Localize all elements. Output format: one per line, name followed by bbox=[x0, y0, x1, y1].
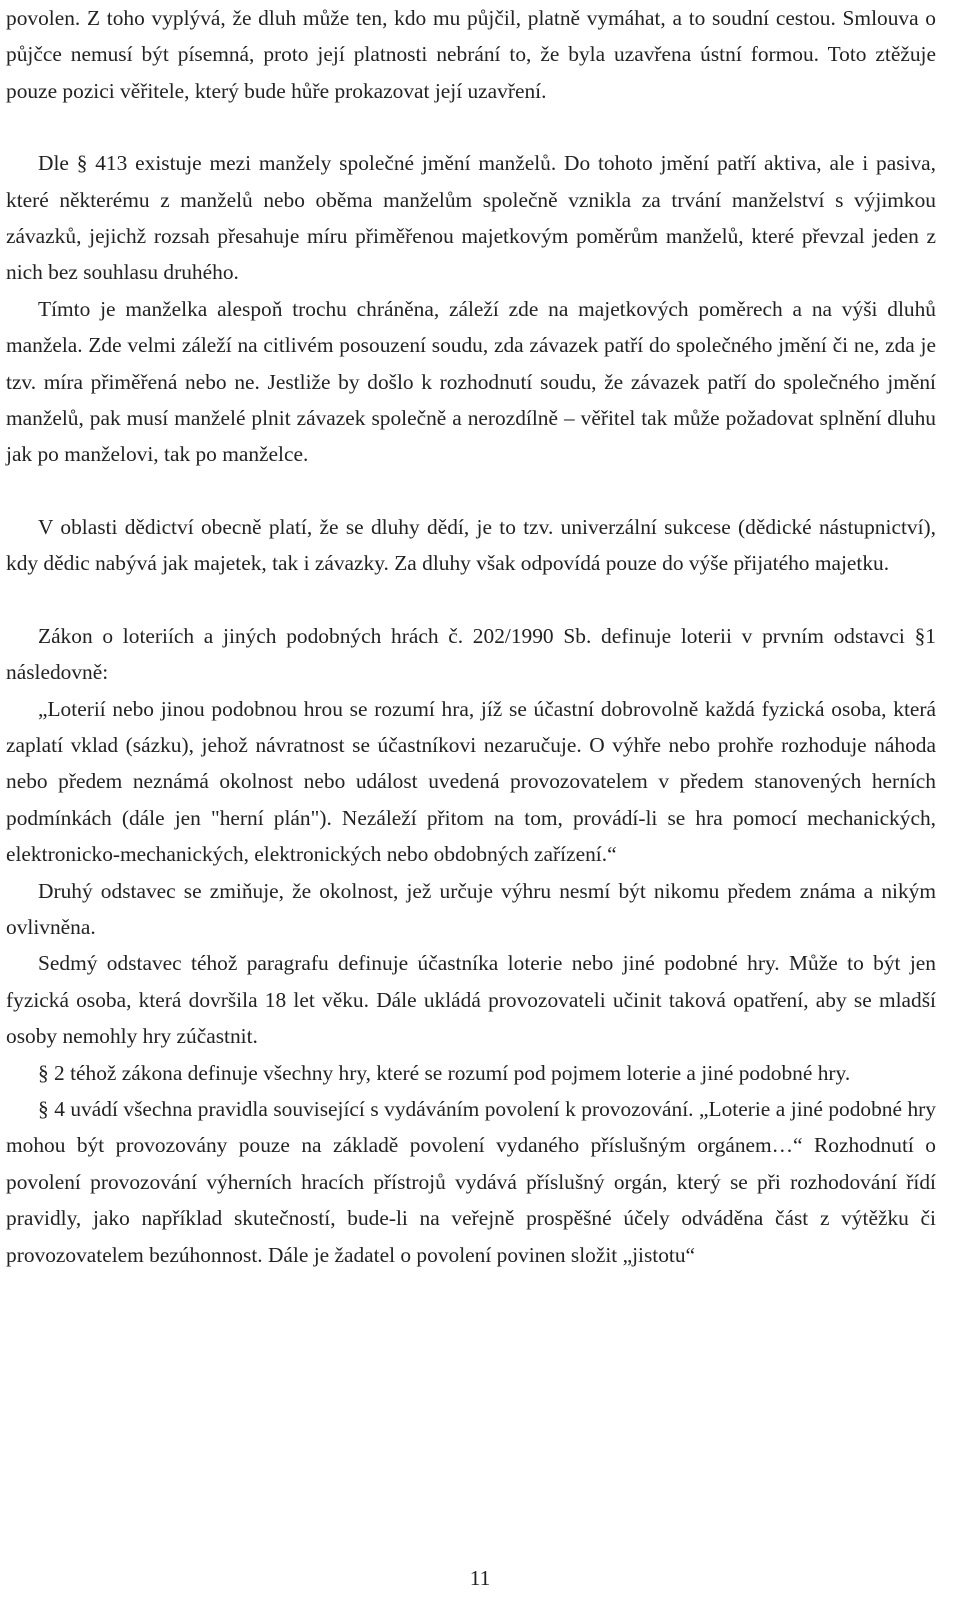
paragraph-lottery-law: Zákon o loteriích a jiných podobných hrách č. 202/1990 Sb. definuje loterii v prvním odstavci §1 následovně: bbox=[6, 623, 936, 685]
paragraph-gap bbox=[6, 109, 936, 145]
paragraph-wife-protection: Tímto je manželka alespoň trochu chráněna, záleží zde na majetkových poměrech a na výši dluhů manžela. Zde velmi záleží na citlivém posouzení soudu, zda závazek patří do společného jmění či ne, zda je tzv. míra přiměřená nebo ne. Jestliže by došlo k rozhodnutí soudu, že závazek patří do společného jmění manželů, pak musí manželé plnit závazek společně a nerozdílně – věřitel tak může požadovat splnění dluhu jak po manželovi, tak po manželce. bbox=[6, 296, 936, 467]
document-body bbox=[6, 0, 936, 1273]
paragraph-community-property: Dle § 413 existuje mezi manžely společné jmění manželů. Do tohoto jmění patří aktiva, ale i pasiva, které některému z manželů nebo oběma manželům společně vznikla za trvání manželství s výjimkou závazků, jejichž rozsah přesahuje míru přiměřenou majetkovým poměrům manželů, které převzal jeden z nich bez souhlasu druhého. bbox=[6, 151, 936, 285]
paragraph-gap bbox=[6, 473, 936, 509]
page-number: 11 bbox=[469, 1566, 491, 1590]
paragraph-section-4: § 4 uvádí všechna pravidla související s vydáváním povolení k provozování. „Loterie a jiné podobné hry mohou být provozovány pouze na základě povolení vydaného příslušným orgánem…“ Rozhodnutí o povolení provozování výherních hracích přístrojů vydává příslušný orgán, který se při rozhodování řídí pravidly, jako například skutečností, bude-li na veřejně prospěšné účely odváděna část z výtěžku či provozovatelem bezúhonnost. Dále je žadatel o povolení povinen složit „jistotu“ bbox=[6, 1096, 936, 1267]
paragraph-second-subsection: Druhý odstavec se zmiňuje, že okolnost, jež určuje výhru nesmí být nikomu předem známa a nikým ovlivněna. bbox=[6, 878, 936, 939]
paragraph-seventh-subsection: Sedmý odstavec téhož paragrafu definuje účastníka loterie nebo jiné podobné hry. Může to být jen fyzická osoba, která dovršila 18 let věku. Dále ukládá provozovateli učinit taková opatření, aby se mladší osoby nemohly hry zúčastnit. bbox=[6, 951, 936, 1049]
paragraph-section-2: § 2 téhož zákona definuje všechny hry, které se rozumí pod pojmem loterie a jiné podobné hry. bbox=[38, 1060, 851, 1085]
paragraph-inheritance: V oblasti dědictví obecně platí, že se dluhy dědí, je to tzv. univerzální sukcese (dědické nástupnictví), kdy dědic nabývá jak majetek, tak i závazky. Za dluhy však odpovídá pouze do výše přijatého majetku. bbox=[6, 514, 936, 576]
paragraph-gap bbox=[6, 582, 936, 618]
paragraph-loan-conclusion: povolen. Z toho vyplývá, že dluh může ten, kdo mu půjčil, platně vymáhat, a to soudní cestou. Smlouva o půjčce nemusí být písemná, proto její platnosti nebrání to, že byla uzavřena ústní formou. Toto ztěžuje pouze pozici věřitele, který bude hůře prokazovat její uzavření. bbox=[6, 6, 936, 103]
paragraph-lottery-quote: „Loterií nebo jinou podobnou hrou se rozumí hra, jíž se účastní dobrovolně každá fyzická osoba, která zaplatí vklad (sázku), jehož návratnost se účastníkovi nezaručuje. O výhře nebo prohře rozhoduje náhoda nebo předem neznámá okolnost nebo událost uvedená provozovatelem v předem stanovených herních podmínkách (dále jen "herní plán"). Nezáleží přitom na tom, provádí-li se hra pomocí mechanických, elektronicko-mechanických, elektronických nebo obdobných zařízení.“ bbox=[6, 696, 936, 867]
